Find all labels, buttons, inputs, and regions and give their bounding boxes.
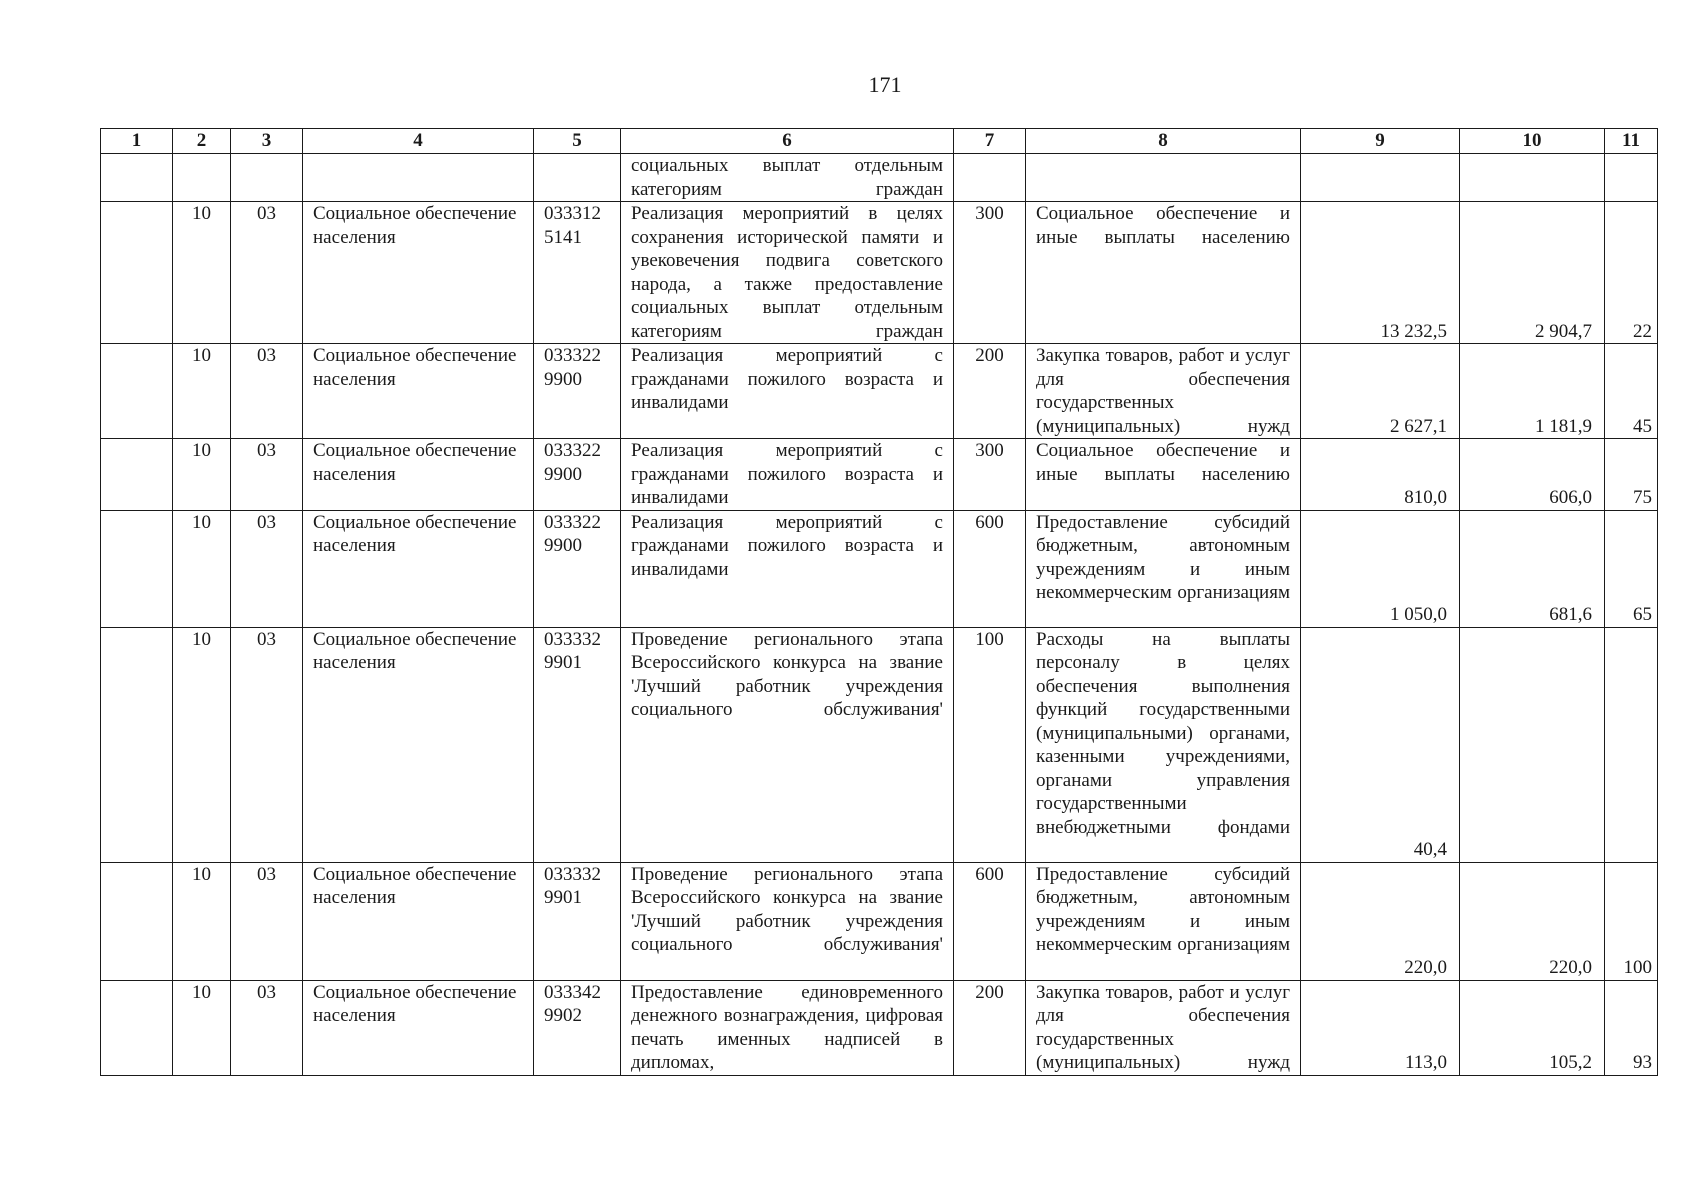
section-name: Социальное обеспечение населения — [303, 862, 534, 980]
target-code: 033342 9902 — [534, 980, 621, 1075]
percent-executed: 100 — [1605, 862, 1658, 980]
amount-executed: 220,0 — [1460, 862, 1605, 980]
subsection-code: 03 — [231, 627, 303, 862]
expense-type-code: 300 — [954, 439, 1026, 511]
amount-planned: 220,0 — [1301, 862, 1460, 980]
table-row — [101, 344, 1658, 439]
table-row — [101, 862, 1658, 980]
section-code: 10 — [173, 344, 231, 439]
header-col-9: 9 — [1301, 129, 1460, 154]
subsection-code: 03 — [231, 202, 303, 344]
amount-executed: 681,6 — [1460, 510, 1605, 627]
header-col-6: 6 — [621, 129, 954, 154]
purpose-text: Проведение регионального этапа Всероссийского конкурса на звание 'Лучший работник учреждения социального обслуживания' — [621, 627, 954, 862]
section-name: Социальное обеспечение населения — [303, 344, 534, 439]
subsection-code: 03 — [231, 344, 303, 439]
header-col-1: 1 — [101, 129, 173, 154]
amount-executed: 1 181,9 — [1460, 344, 1605, 439]
header-col-7: 7 — [954, 129, 1026, 154]
section-name: Социальное обеспечение населения — [303, 439, 534, 511]
amount-planned: 13 232,5 — [1301, 202, 1460, 344]
percent-executed: 22 — [1605, 202, 1658, 344]
amount-planned: 113,0 — [1301, 980, 1460, 1075]
header-col-2: 2 — [173, 129, 231, 154]
amount-executed — [1460, 627, 1605, 862]
table-row — [101, 202, 1658, 344]
section-code: 10 — [173, 439, 231, 511]
target-code: 033322 9900 — [534, 439, 621, 511]
target-code: 033332 9901 — [534, 627, 621, 862]
percent-executed: 65 — [1605, 510, 1658, 627]
amount-planned: 1 050,0 — [1301, 510, 1460, 627]
continuation-purpose: социальных выплат отдельным категориям граждан — [621, 154, 954, 202]
percent-executed: 93 — [1605, 980, 1658, 1075]
expense-type-code: 600 — [954, 862, 1026, 980]
expense-type-name: Предоставление субсидий бюджетным, автономным учреждениям и иным некоммерческим организациям — [1026, 862, 1301, 980]
section-code: 10 — [173, 980, 231, 1075]
table-row — [101, 439, 1658, 511]
target-code: 033332 9901 — [534, 862, 621, 980]
budget-table — [100, 128, 1658, 1076]
amount-planned: 40,4 — [1301, 627, 1460, 862]
purpose-text: Реализация мероприятий с гражданами пожилого возраста и инвалидами — [621, 510, 954, 627]
target-code: 033312 5141 — [534, 202, 621, 344]
percent-executed: 45 — [1605, 344, 1658, 439]
header-col-4: 4 — [303, 129, 534, 154]
page-number: 171 — [868, 72, 902, 97]
amount-planned: 2 627,1 — [1301, 344, 1460, 439]
purpose-text: Предоставление единовременного денежного вознаграждения, цифровая печать именных надписей в дипломах, — [621, 980, 954, 1075]
amount-executed: 606,0 — [1460, 439, 1605, 511]
table-row — [101, 510, 1658, 627]
target-code: 033322 9900 — [534, 510, 621, 627]
purpose-text: Реализация мероприятий в целях сохранения исторической памяти и увековечения подвига советского народа, а также предоставление социальных выплат отдельным категориям граждан — [621, 202, 954, 344]
header-col-8: 8 — [1026, 129, 1301, 154]
expense-type-code: 600 — [954, 510, 1026, 627]
percent-executed — [1605, 627, 1658, 862]
header-col-3: 3 — [231, 129, 303, 154]
subsection-code: 03 — [231, 439, 303, 511]
expense-type-code: 200 — [954, 980, 1026, 1075]
section-name: Социальное обеспечение населения — [303, 627, 534, 862]
amount-executed: 105,2 — [1460, 980, 1605, 1075]
percent-executed: 75 — [1605, 439, 1658, 511]
purpose-text: Реализация мероприятий с гражданами пожилого возраста и инвалидами — [621, 439, 954, 511]
section-code: 10 — [173, 510, 231, 627]
expense-type-name: Расходы на выплаты персоналу в целях обеспечения выполнения функций государственными (муниципальными) органами, казенными учреждениями, органами управления государственными внебюджетными фондами — [1026, 627, 1301, 862]
expense-type-code: 100 — [954, 627, 1026, 862]
target-code: 033322 9900 — [534, 344, 621, 439]
subsection-code: 03 — [231, 980, 303, 1075]
section-code: 10 — [173, 627, 231, 862]
expense-type-name: Социальное обеспечение и иные выплаты населению — [1026, 439, 1301, 511]
expense-type-name: Закупка товаров, работ и услуг для обеспечения государственных (муниципальных) нужд — [1026, 344, 1301, 439]
section-code: 10 — [173, 862, 231, 980]
amount-executed: 2 904,7 — [1460, 202, 1605, 344]
section-name: Социальное обеспечение населения — [303, 980, 534, 1075]
expense-type-code: 200 — [954, 344, 1026, 439]
expense-type-name: Закупка товаров, работ и услуг для обеспечения государственных (муниципальных) нужд — [1026, 980, 1301, 1075]
header-col-10: 10 — [1460, 129, 1605, 154]
expense-type-code: 300 — [954, 202, 1026, 344]
purpose-text: Реализация мероприятий с гражданами пожилого возраста и инвалидами — [621, 344, 954, 439]
section-name: Социальное обеспечение населения — [303, 510, 534, 627]
expense-type-name: Предоставление субсидий бюджетным, автономным учреждениям и иным некоммерческим организациям — [1026, 510, 1301, 627]
table-row — [101, 627, 1658, 862]
continuation-row — [101, 154, 1658, 202]
purpose-text: Проведение регионального этапа Всероссийского конкурса на звание 'Лучший работник учреждения социального обслуживания' — [621, 862, 954, 980]
amount-planned: 810,0 — [1301, 439, 1460, 511]
expense-type-name: Социальное обеспечение и иные выплаты населению — [1026, 202, 1301, 344]
table-row — [101, 980, 1658, 1075]
header-col-5: 5 — [534, 129, 621, 154]
subsection-code: 03 — [231, 862, 303, 980]
section-code: 10 — [173, 202, 231, 344]
header-col-11: 11 — [1605, 129, 1658, 154]
header-row — [101, 129, 1658, 154]
subsection-code: 03 — [231, 510, 303, 627]
section-name: Социальное обеспечение населения — [303, 202, 534, 344]
